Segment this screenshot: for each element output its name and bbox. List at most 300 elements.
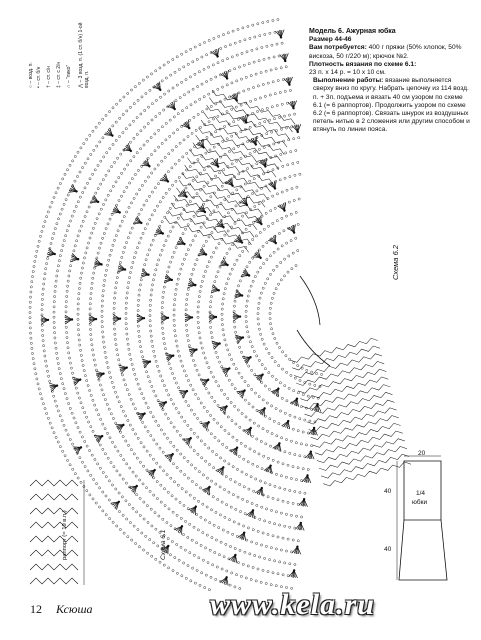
chain-stitch (258, 425, 260, 427)
chain-stitch (245, 473, 247, 475)
chain-stitch (148, 195, 150, 197)
chain-stitch (196, 193, 198, 195)
chain-stitch (208, 66, 210, 68)
chain-stitch (271, 357, 273, 359)
chain-stitch (181, 416, 183, 418)
chain-stitch (221, 308, 223, 310)
chain-stitch (66, 290, 68, 292)
chain-stitch (263, 343, 265, 345)
chain-stitch (129, 424, 131, 426)
chain-stitch (158, 515, 160, 517)
chain-stitch (128, 348, 130, 350)
chain-stitch (259, 518, 261, 520)
chain-stitch (258, 203, 260, 205)
chain-stitch (217, 88, 219, 90)
chain-stitch (143, 518, 145, 520)
chain-stitch (193, 554, 195, 556)
chain-stitch (217, 356, 219, 358)
chain-stitch (46, 412, 48, 414)
chain-stitch (44, 273, 46, 275)
chain-stitch (251, 541, 253, 543)
chain-stitch (269, 255, 271, 257)
chain-stitch (200, 440, 202, 442)
chain-stitch (125, 307, 127, 309)
chain-stitch (94, 222, 96, 224)
chain-stitch (106, 403, 108, 405)
chain-stitch (186, 152, 188, 154)
chain-stitch (162, 196, 164, 198)
chain-stitch (176, 56, 178, 58)
chain-stitch (111, 213, 113, 215)
chain-stitch (38, 240, 40, 242)
chain-stitch (276, 265, 278, 267)
chain-stitch (265, 212, 267, 214)
chain-stitch (198, 327, 200, 329)
chain-stitch (217, 115, 219, 117)
chain-stitch (54, 337, 56, 339)
chain-stitch (231, 108, 233, 110)
chain-stitch (196, 513, 198, 515)
chain-stitch (187, 424, 189, 426)
chain-stitch (79, 282, 81, 284)
chain-stitch (167, 417, 169, 419)
chain-stitch (133, 137, 135, 139)
density: Плотность вязания по схеме 6.1: 23 п. х 14 р. = 10 х 10 см. (309, 60, 417, 77)
chain-stitch (299, 491, 301, 493)
chain-stitch (172, 87, 174, 89)
chain-stitch (83, 143, 85, 145)
chain-stitch (289, 563, 291, 565)
chain-stitch (173, 304, 175, 306)
chain-stitch (137, 529, 139, 531)
chain-stitch (269, 32, 271, 34)
fan-cluster (229, 444, 241, 456)
chain-stitch (154, 234, 156, 236)
chain-stitch (206, 506, 208, 508)
fan-cluster (174, 523, 186, 535)
chain-stitch (126, 463, 128, 465)
chain-stitch (132, 471, 134, 473)
chain-stitch (177, 113, 179, 115)
chain-stitch (67, 434, 69, 436)
chain-stitch (281, 217, 283, 219)
chain-stitch (182, 534, 184, 536)
chain-stitch (146, 450, 148, 452)
chain-stitch (208, 447, 210, 449)
chain-stitch (209, 306, 211, 308)
fan-cluster (220, 575, 231, 586)
chain-stitch (91, 344, 93, 346)
chain-stitch (284, 258, 286, 260)
chain-stitch (185, 309, 187, 311)
chain-stitch (259, 267, 261, 269)
chain-stitch (120, 454, 122, 456)
chain-stitch (263, 58, 265, 60)
fan-cluster (210, 158, 222, 170)
chain-stitch (237, 28, 239, 30)
chain-stitch (164, 505, 166, 507)
chain-stitch (202, 532, 204, 534)
chain-stitch (208, 261, 210, 263)
chain-stitch (59, 415, 61, 417)
chain-stitch (182, 365, 184, 367)
chain-stitch (161, 380, 163, 382)
chain-stitch (197, 86, 199, 88)
chain-stitch (122, 251, 124, 253)
chain-stitch (247, 461, 249, 463)
chain-stitch (61, 250, 63, 252)
chain-stitch (121, 496, 123, 498)
chain-stitch (236, 80, 238, 82)
chain-stitch (275, 68, 277, 70)
chain-stitch (131, 539, 133, 541)
chain-stitch (215, 247, 217, 249)
chain-stitch (228, 491, 230, 493)
chain-stitch (271, 106, 273, 108)
chain-stitch (100, 208, 102, 210)
chain-stitch (234, 547, 236, 549)
chain-stitch (205, 240, 207, 242)
chain-stitch (132, 120, 134, 122)
chain-stitch (169, 554, 171, 556)
chain-stitch (268, 388, 270, 390)
chain-stitch (68, 357, 70, 359)
chain-stitch (174, 163, 176, 165)
chain-stitch (262, 428, 264, 430)
chain-stitch (244, 381, 246, 383)
chain-stitch (116, 103, 118, 105)
chain-stitch (206, 54, 208, 56)
chain-stitch (248, 63, 250, 65)
chain-stitch (119, 225, 121, 227)
chain-stitch (164, 93, 166, 95)
chain-stitch (247, 295, 249, 297)
fan-cluster (165, 450, 177, 462)
chain-stitch (294, 416, 296, 418)
chain-stitch (229, 44, 231, 46)
chain-stitch (86, 247, 88, 249)
chain-stitch (146, 223, 148, 225)
chain-stitch (168, 567, 170, 569)
chain-stitch (99, 487, 101, 489)
chain-stitch (128, 282, 130, 284)
chain-stitch (173, 481, 175, 483)
chain-stitch (272, 81, 274, 83)
chain-stitch (219, 172, 221, 174)
chain-stitch (277, 248, 279, 250)
chain-stitch (29, 322, 31, 324)
chain-stitch (197, 529, 199, 531)
chain-stitch (210, 256, 212, 258)
site-watermark: www.kela.ru (210, 588, 375, 621)
chain-stitch (129, 124, 131, 126)
chain-stitch (218, 440, 220, 442)
chain-stitch (214, 551, 216, 553)
chain-stitch (189, 76, 191, 78)
chain-stitch (92, 173, 94, 175)
chain-stitch (256, 504, 258, 506)
chain-stitch (281, 397, 283, 399)
chain-stitch (297, 365, 299, 367)
legend-item: ○ – возд. п. (28, 62, 34, 88)
chain-stitch (197, 398, 199, 400)
chain-stitch (87, 242, 89, 244)
chain-stitch (98, 122, 100, 124)
chain-stitch (127, 536, 129, 538)
chain-stitch (66, 295, 68, 297)
chain-stitch (123, 459, 125, 461)
chain-stitch (122, 478, 124, 480)
chain-stitch (239, 40, 241, 42)
chain-stitch (155, 395, 157, 397)
chain-stitch (136, 193, 138, 195)
chain-stitch (226, 283, 228, 285)
chain-stitch (154, 150, 156, 152)
fan-cluster (218, 402, 230, 414)
chain-stitch (228, 519, 230, 521)
chain-stitch (246, 266, 248, 268)
chain-stitch (226, 138, 228, 140)
chain-stitch (169, 135, 171, 137)
chain-stitch (139, 461, 141, 463)
chain-stitch (321, 373, 323, 375)
chain-stitch (287, 464, 289, 466)
chain-stitch (231, 572, 233, 574)
chain-stitch (277, 573, 279, 575)
chain-stitch (276, 220, 278, 222)
chain-stitch (89, 450, 91, 452)
chain-stitch (204, 357, 206, 359)
chain-stitch (62, 450, 64, 452)
chain-stitch (257, 23, 259, 25)
chain-stitch (249, 180, 251, 182)
chain-stitch (150, 330, 152, 332)
chain-stitch (242, 563, 244, 565)
fan-cluster (200, 375, 211, 387)
chain-stitch (152, 279, 154, 281)
chain-stitch (253, 61, 255, 63)
fan-cluster (257, 405, 269, 417)
chain-stitch (109, 254, 111, 256)
fan-cluster (289, 569, 299, 578)
chain-stitch (204, 270, 206, 272)
chain-stitch (254, 554, 256, 556)
chain-stitch (138, 546, 140, 548)
fan-cluster (47, 248, 57, 258)
chain-stitch (108, 259, 110, 261)
chain-stitch (147, 552, 149, 554)
chain-stitch (185, 51, 187, 53)
chain-stitch (247, 25, 249, 27)
chain-stitch (45, 268, 47, 270)
chain-stitch (262, 200, 264, 202)
chain-stitch (259, 122, 261, 124)
chain-stitch (100, 418, 102, 420)
chain-stitch (222, 529, 224, 531)
chain-stitch (125, 312, 127, 314)
chain-stitch (173, 251, 175, 253)
chain-stitch (142, 549, 144, 551)
chain-stitch (237, 118, 239, 120)
chain-stitch (224, 288, 226, 290)
chain-stitch (112, 143, 114, 145)
chain-stitch (186, 298, 188, 300)
chain-stitch (252, 257, 254, 259)
chain-stitch (165, 122, 167, 124)
chain-stitch (108, 499, 110, 501)
chain-stitch (182, 156, 184, 158)
chain-stitch (200, 516, 202, 518)
chain-stitch (225, 543, 227, 545)
chain-stitch (147, 123, 149, 125)
chain-stitch (167, 61, 169, 63)
chain-stitch (282, 463, 284, 465)
chain-stitch (165, 240, 167, 242)
chain-stitch (282, 351, 284, 353)
chain-stitch (203, 222, 205, 224)
chain-stitch (233, 148, 235, 150)
chain-stitch (98, 414, 100, 416)
chain-stitch (270, 210, 272, 212)
chain-stitch (166, 474, 168, 476)
chain-stitch (208, 93, 210, 95)
chain-stitch (221, 568, 223, 570)
chain-stitch (65, 306, 67, 308)
chain-stitch (280, 279, 282, 281)
chain-stitch (284, 177, 286, 179)
chain-stitch (265, 545, 267, 547)
chain-stitch (53, 301, 55, 303)
chain-stitch (264, 385, 266, 387)
chain-stitch (155, 70, 157, 72)
chain-stitch (69, 164, 71, 166)
chain-stitch (50, 242, 52, 244)
fan-cluster (119, 363, 129, 374)
fan-cluster (161, 313, 169, 322)
fan-cluster (49, 381, 59, 392)
chain-stitch (274, 361, 276, 363)
chain-stitch (184, 549, 186, 551)
chain-stitch (171, 256, 173, 258)
chain-stitch (96, 145, 98, 147)
chain-stitch (229, 584, 231, 586)
chain-stitch (198, 374, 200, 376)
chain-stitch (175, 146, 177, 148)
chain-stitch (210, 331, 212, 333)
chain-stitch (236, 189, 238, 191)
chain-stitch (133, 453, 135, 455)
chain-stitch (152, 345, 154, 347)
chain-stitch (133, 197, 135, 199)
chain-stitch (254, 205, 256, 207)
chain-stitch (63, 240, 65, 242)
chain-stitch (136, 511, 138, 513)
chain-stitch (217, 62, 219, 64)
chain-stitch (245, 305, 247, 307)
chain-stitch (167, 491, 169, 493)
chain-stitch (31, 347, 33, 349)
chain-stitch (183, 504, 185, 506)
chain-stitch (288, 255, 290, 257)
chain-stitch (91, 232, 93, 234)
chain-stitch (228, 379, 230, 381)
chain-stitch (102, 118, 104, 120)
fan-cluster (305, 450, 315, 459)
chain-stitch (229, 248, 231, 250)
fan-cluster (264, 463, 275, 474)
chain-stitch (251, 369, 253, 371)
chain-stitch (197, 159, 199, 161)
chain-stitch (272, 19, 274, 21)
chain-stitch (231, 56, 233, 58)
chain-stitch (154, 355, 156, 357)
chain-stitch (103, 341, 105, 343)
chain-stitch (257, 271, 259, 273)
chain-stitch (185, 187, 187, 189)
model-title: Модель 6. Ажурная юбка (309, 28, 396, 35)
page-number: 12 (30, 602, 42, 616)
chain-stitch (265, 443, 267, 445)
chain-stitch (184, 420, 186, 422)
chain-stitch (286, 400, 288, 402)
chain-stitch (210, 196, 212, 198)
chain-stitch (124, 246, 126, 248)
chain-stitch (234, 300, 236, 302)
chain-stitch (154, 209, 156, 211)
chain-stitch (160, 375, 162, 377)
chain-stitch (125, 318, 127, 320)
chain-stitch (272, 333, 274, 335)
chain-stitch (264, 520, 266, 522)
chain-stitch (274, 485, 276, 487)
chain-stitch (228, 433, 230, 435)
chain-stitch (150, 136, 152, 138)
chain-stitch (295, 211, 297, 213)
chain-stitch (163, 433, 165, 435)
chain-stitch (70, 265, 72, 267)
chain-stitch (157, 545, 159, 547)
chain-stitch (43, 350, 45, 352)
chain-stitch (227, 32, 229, 34)
chain-stitch (264, 282, 266, 284)
chain-stitch (226, 570, 228, 572)
chain-stitch (299, 379, 301, 381)
chain-stitch (78, 334, 80, 336)
chain-stitch (285, 439, 287, 441)
chain-stitch (235, 368, 237, 370)
chain-stitch (55, 436, 57, 438)
fan-cluster (280, 53, 290, 63)
chain-stitch (77, 298, 79, 300)
chain-stitch (281, 191, 283, 193)
chain-stitch (163, 291, 165, 293)
chain-stitch (181, 53, 183, 55)
chain-stitch (83, 257, 85, 259)
chain-stitch (161, 327, 163, 329)
chain-stitch (32, 358, 34, 360)
chain-stitch (63, 203, 65, 205)
chain-stitch (189, 552, 191, 554)
chain-stitch (110, 461, 112, 463)
chain-stitch (198, 557, 200, 559)
chain-stitch (286, 189, 288, 191)
chain-stitch (239, 346, 241, 348)
chain-stitch (211, 232, 213, 234)
chain-stitch (290, 477, 292, 479)
chain-stitch (207, 182, 209, 184)
fan-cluster (94, 432, 105, 444)
chain-stitch (236, 468, 238, 470)
